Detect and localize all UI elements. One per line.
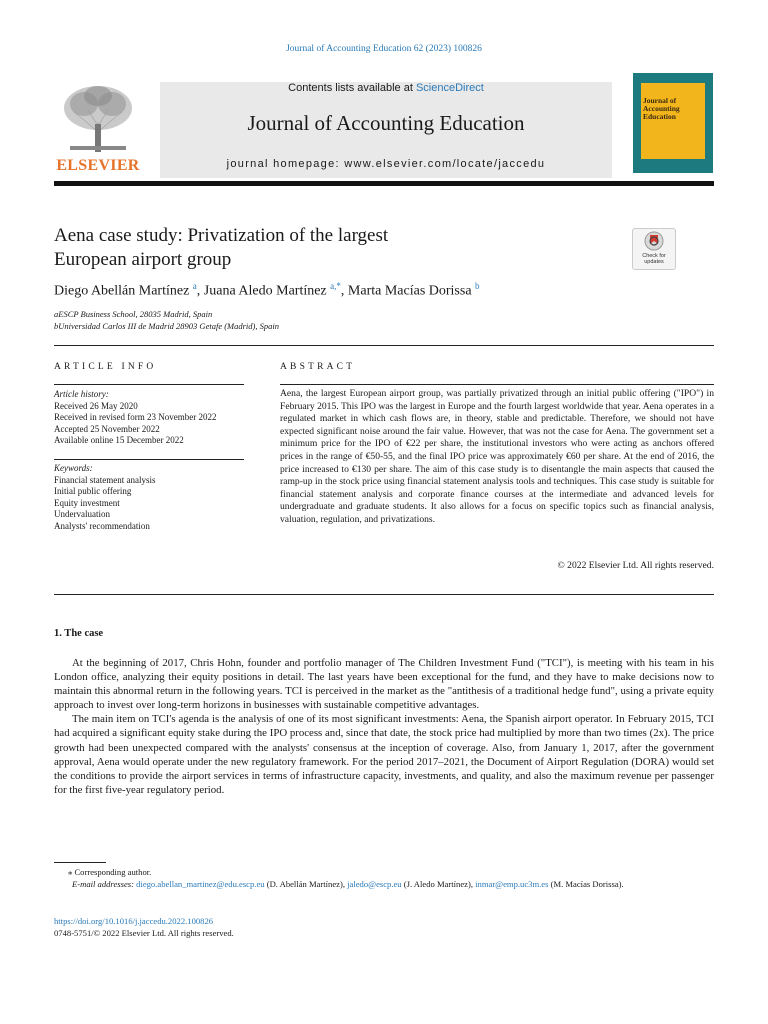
abstract-copyright: © 2022 Elsevier Ltd. All rights reserved. bbox=[557, 560, 714, 571]
email-link[interactable]: diego.abellan_martinez@edu.escp.eu bbox=[136, 879, 265, 889]
journal-citation-link[interactable]: Journal of Accounting Education 62 (2023) 100826 bbox=[286, 44, 482, 54]
article-history bbox=[54, 389, 254, 447]
article-info-heading: ARTICLE INFO bbox=[54, 362, 157, 372]
contents-prefix: Contents lists available at bbox=[288, 82, 413, 94]
check-updates-icon bbox=[633, 229, 675, 253]
author-affiliation-mark[interactable]: a bbox=[192, 281, 197, 291]
abstract-divider bbox=[54, 594, 714, 595]
paper-title-line1: Aena case study: Privatization of the largest bbox=[54, 225, 389, 246]
cover-panel bbox=[641, 83, 705, 159]
footnote-rule bbox=[54, 862, 106, 863]
elsevier-wordmark: ELSEVIER bbox=[56, 157, 140, 174]
journal-homepage bbox=[160, 158, 612, 170]
doi-link[interactable]: https://doi.org/10.1016/j.jaccedu.2022.100826 bbox=[54, 916, 214, 926]
keyword-item: Initial public offering bbox=[54, 486, 132, 497]
homepage-prefix: journal homepage: bbox=[226, 158, 340, 170]
keywords-rule bbox=[54, 459, 244, 460]
keyword-item: Financial statement analysis bbox=[54, 474, 156, 485]
author-name: Marta Macías Dorissa bbox=[347, 283, 472, 299]
history-item: Received 26 May 2020 bbox=[54, 400, 138, 411]
homepage-url[interactable]: www.elsevier.com/locate/jaccedu bbox=[344, 158, 546, 170]
paragraph: The main item on TCI's agenda is the analysis of one of its most significant investments: Aena, the Spanish airport operator. In February 2015, TCI had acquired a significant equity stake during the IPO process and, since that date, the stock price had multiplied by more than two times (2x). The price growth had been unexpected compared with the analysts' consensus at the inception of coverage. Also, from January 1, 2017, after the government approval, Aena would operate under the new regulatory framework. For the period 2017–2021, the Document of Airport Regulation (DORA) would set the conditions to provide the airport services in terms of infrastructure capacity, investments, and quality, and also the maximum revenue per passenger for the first five-year regulatory period. bbox=[54, 713, 714, 796]
email-owner: (D. Abellán Martínez), bbox=[266, 879, 345, 889]
email-label: E-mail addresses: bbox=[72, 879, 134, 889]
keyword-item: Undervaluation bbox=[54, 509, 110, 520]
journal-cover-image bbox=[633, 73, 713, 173]
check-updates-label: Check for updates bbox=[642, 253, 666, 265]
history-item: Accepted 25 November 2022 bbox=[54, 423, 160, 434]
paragraph: At the beginning of 2017, Chris Hohn, founder and portfolio manager of The Children Investment Fund ("TCI"), is meeting with his team in his London office, analyzing their equity positions in detail. The last years have been exceptional for the fund, and they have to make decisions now to maintain this abnormal return in the following years. TCI is perceived in the market as the "antithesis of a traditional hedge fund", using a private equity approach to invest over long-term horizons in businesses with sustainable competitive advantages. bbox=[54, 657, 714, 712]
journal-name: Journal of Accounting Education bbox=[247, 111, 525, 135]
sciencedirect-link[interactable]: ScienceDirect bbox=[415, 82, 484, 94]
abstract-rule bbox=[280, 384, 714, 385]
email-owner: (J. Aledo Martínez), bbox=[403, 879, 473, 889]
author-list: Diego Abellán Martínez $^a$, Juana Aledo Martínez $^{a,*}$, Marta Macías Dorissa $^b$ bbox=[54, 281, 480, 299]
header-divider bbox=[54, 181, 714, 186]
corresponding-note: ⁎ Corresponding author. bbox=[68, 867, 152, 877]
history-item: Received in revised form 23 November 2022 bbox=[54, 412, 217, 423]
history-label: Article history: bbox=[54, 389, 109, 399]
author-affiliation-mark[interactable]: b bbox=[475, 281, 480, 291]
affiliation-a: aESCP Business School, 28035 Madrid, Spain bbox=[54, 309, 213, 319]
contents-line bbox=[160, 82, 612, 94]
author-name: Juana Aledo Martínez bbox=[203, 283, 327, 299]
abstract-text: Aena, the largest European airport group, was partially privatized through an initial public offering ("IPO") in February 2015. This IPO was the largest in Europe and the fourth largest worldwide that year. Aena operates in a regulated market in which cash flows are, in theory, stable and predictable. Therefore, we should not have expected significant noise around the fair value. However, that was not the case for Aena. The government set a minimum price for the IPO of €22 per share, the institutional investors who were acting as anchors offered prices in the range of €50-55, and the final IPO price was approximately €60 per share. At the end of 2016, the price increased to €130 per share. The aim of this case study is to disentangle the main aspects that caused the ramp-up in the stock price using financial statement analysis tools and techniques. This case study is suitable for financial statement analysis and corporate finance courses at the intermediate and advanced levels for undergraduate and graduate students. It also allows for a focus on specific topics such as financial analysis, valuation, regulation, and privatizations. bbox=[280, 388, 714, 525]
article-info-rule bbox=[54, 384, 244, 385]
email-link[interactable]: inmar@emp.uc3m.es bbox=[475, 879, 549, 889]
issn-line: 0748-5751/© 2022 Elsevier Ltd. All rights reserved. bbox=[54, 928, 234, 938]
abstract-heading: ABSTRACT bbox=[280, 362, 356, 372]
paper-title bbox=[54, 224, 574, 272]
keywords-label: Keywords: bbox=[54, 463, 93, 473]
author-name: Diego Abellán Martínez bbox=[54, 283, 190, 299]
check-for-updates-button[interactable] bbox=[632, 228, 676, 270]
affiliation-b: bUniversidad Carlos III de Madrid 28903 Getafe (Madrid), Spain bbox=[54, 321, 279, 331]
keyword-item: Equity investment bbox=[54, 497, 120, 508]
body-text bbox=[54, 656, 714, 797]
section-heading: 1. The case bbox=[54, 628, 104, 639]
cover-title: Journal of Accounting Education bbox=[643, 96, 680, 121]
keywords bbox=[54, 463, 254, 533]
email-link[interactable]: jaledo@escp.eu bbox=[347, 879, 402, 889]
paper-title-line2: European airport group bbox=[54, 249, 232, 270]
history-item: Available online 15 December 2022 bbox=[54, 435, 184, 446]
keyword-item: Analysts' recommendation bbox=[54, 520, 150, 531]
author-affiliation-mark[interactable]: a,* bbox=[330, 281, 341, 291]
email-addresses bbox=[54, 878, 714, 890]
title-divider bbox=[54, 345, 714, 346]
email-owner: (M. Macías Dorissa). bbox=[550, 879, 624, 889]
